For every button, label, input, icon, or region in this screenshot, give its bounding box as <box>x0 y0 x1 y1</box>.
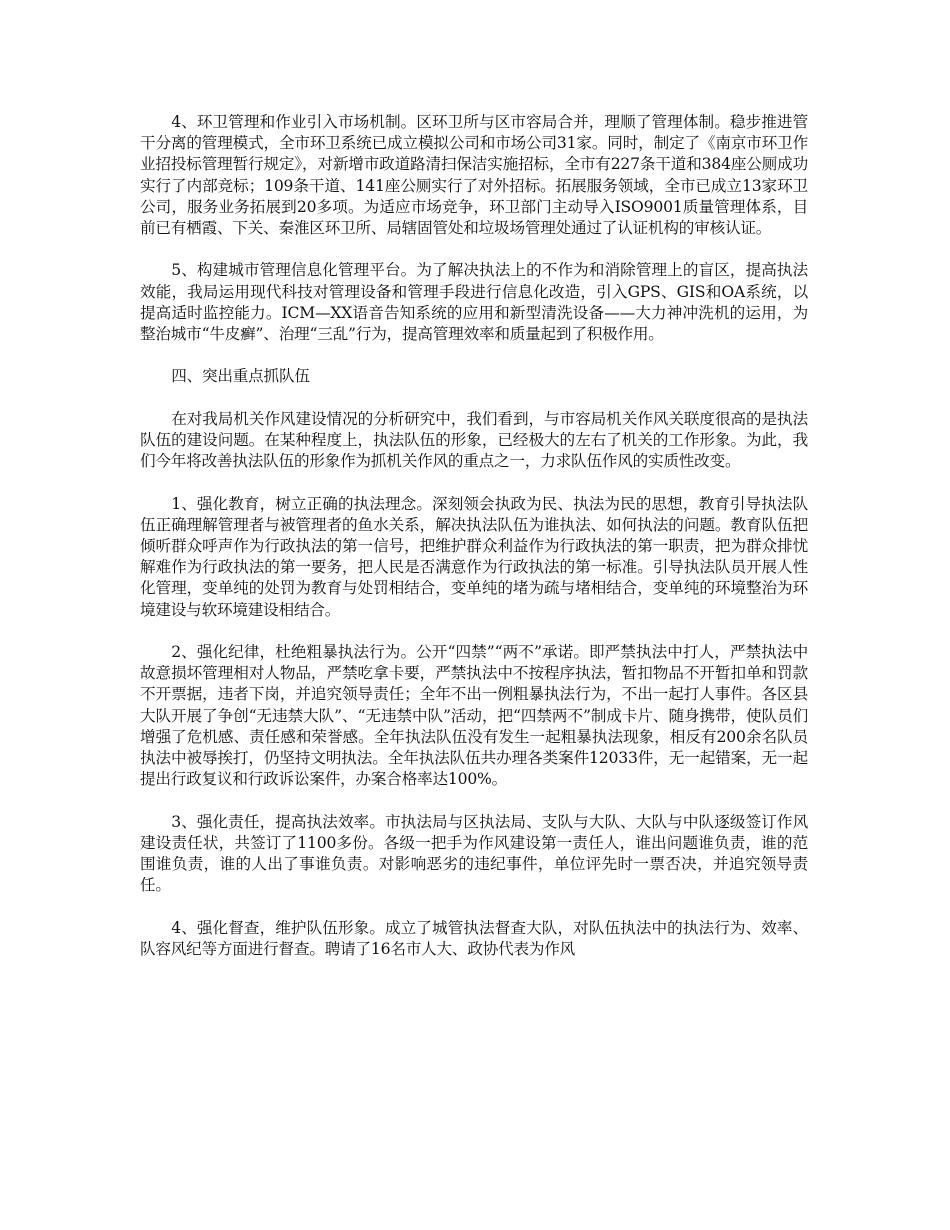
section-heading-team: 四、突出重点抓队伍 <box>171 367 310 386</box>
paragraph-supervision: 4、强化督查，维护队伍形象。成立了城管执法督查大队，对队伍执法中的执法行为、效率、队容风纪等方面进行督查。聘请了16名市人大、政协代表为作风 <box>140 918 808 958</box>
paragraph-information-platform: 5、构建城市管理信息化管理平台。为了解决执法上的不作为和消除管理上的盲区，提高执法效能，我局运用现代科技对管理设备和管理手段进行信息化改造，引入GPS、GIS和OA系统，以提高适时监控能力。ICM—XX语音告知系统的应用和新型清洗设备——大力神冲洗机的运用，为整治城市“牛皮癣”、治理“三乱”行为，提高管理效率和质量起到了积极作用。 <box>140 261 808 344</box>
paragraph-responsibility: 3、强化责任，提高执法效率。市执法局与区执法局、支队与大队、大队与中队逐级签订作风建设责任状，共签订了1100多份。各级一把手为作风建设第一责任人，谁出问题谁负责，谁的范围谁负责，谁的人出了事谁负责。对影响恶劣的违纪事件，单位评先时一票否决，并追究领导责任。 <box>140 812 808 895</box>
paragraph-sanitation-market: 4、环卫管理和作业引入市场机制。区环卫所与区市容局合并，理顺了管理体制。稳步推进管干分离的管理模式，全市环卫系统已成立模拟公司和市场公司31家。同时，制定了《南京市环卫作业招投标管理暂行规定》，对新增市政道路清扫保洁实施招标，全市有227条干道和384座公厕成功实行了内部竞标；109条干道、141座公厕实行了对外招标。拓展服务领域，全市已成立13家环卫公司，服务业务拓展到20多项。为适应市场竞争，环卫部门主动导入ISO9001质量管理体系，目前已有栖霞、下关、秦淮区环卫所、局辖固管处和垃圾场管理处通过了认证机构的审核认证。 <box>140 113 808 238</box>
paragraph-education: 1、强化教育，树立正确的执法理念。深刻领会执政为民、执法为民的思想，教育引导执法队伍正确理解管理者与被管理者的鱼水关系，解决执法队伍为谁执法、如何执法的问题。教育队伍把倾听群众呼声作为行政执法的第一信号，把维护群众利益作为行政执法的第一职责，把为群众排忧解难作为行政执法的第一要务，把人民是否满意作为行政执法的第一标准。引导执法队员开展人性化管理，变单纯的处罚为教育与处罚相结合，变单纯的堵为疏与堵相结合，变单纯的环境整治为环境建设与软环境建设相结合。 <box>140 494 808 619</box>
paragraph-analysis: 在对我局机关作风建设情况的分析研究中，我们看到，与市容局机关作风关联度很高的是执法队伍的建设问题。在某种程度上，执法队伍的形象，已经极大的左右了机关的工作形象。为此，我们今年将改善执法队伍的形象作为抓机关作风的重点之一，力求队伍作风的实质性改变。 <box>140 409 808 471</box>
document-body <box>140 112 808 981</box>
paragraph-discipline: 2、强化纪律，杜绝粗暴执法行为。公开“四禁”“两不”承诺。即严禁执法中打人，严禁执法中故意损坏管理相对人物品，严禁吃拿卡要，严禁执法中不按程序执法，暂扣物品不开暂扣单和罚款不开票据，违者下岗，并追究领导责任；全年不出一例粗暴执法行为，不出一起打人事件。各区县大队开展了争创“无违禁大队”、“无违禁中队”活动，把“四禁两不”制成卡片、随身携带，使队员们增强了危机感、责任感和荣誉感。全年执法队伍没有发生一起粗暴执法现象，相反有200余名队员执法中被辱挨打，仍坚持文明执法。全年执法队伍共办理各类案件12033件，无一起错案，无一起提出行政复议和行政诉讼案件，办案合格率达100%。 <box>140 643 808 789</box>
